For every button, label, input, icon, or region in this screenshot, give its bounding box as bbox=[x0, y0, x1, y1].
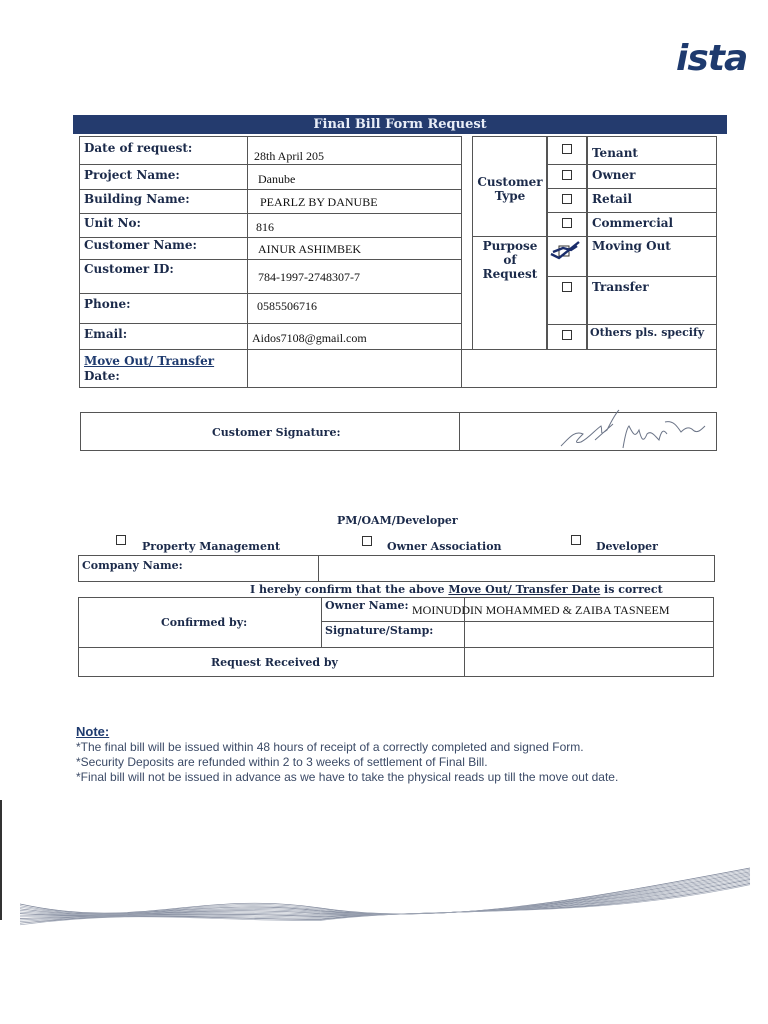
phone-label: Phone: bbox=[84, 297, 131, 311]
retail-checkbox[interactable] bbox=[562, 194, 572, 204]
date-of-request-value[interactable]: 28th April 205 bbox=[254, 149, 325, 163]
company-name-label: Company Name: bbox=[82, 559, 183, 572]
building-name-label: Building Name: bbox=[84, 192, 190, 206]
project-name-value[interactable]: Danube bbox=[258, 172, 296, 186]
unit-no-value[interactable]: 816 bbox=[256, 220, 274, 234]
owner-name-value[interactable]: MOINUDDIN MOHAMMED & ZAIBA TASNEEM bbox=[412, 603, 670, 617]
option-owner-association: Owner Association bbox=[387, 540, 502, 553]
note-title: Note: bbox=[76, 724, 110, 739]
option-commercial: Commercial bbox=[592, 216, 674, 230]
date-of-request-label: Date of request: bbox=[84, 141, 193, 155]
property-management-checkbox[interactable] bbox=[116, 535, 126, 545]
pm-title: PM/OAM/Developer bbox=[337, 514, 458, 527]
others-checkbox[interactable] bbox=[562, 330, 572, 340]
note-line-1: *The final bill will be issued within 48 hours of receipt of a correctly completed and signed Form. bbox=[76, 740, 584, 754]
customer-name-label: Customer Name: bbox=[84, 238, 197, 252]
transfer-checkbox[interactable] bbox=[562, 282, 572, 292]
option-transfer: Transfer bbox=[592, 280, 649, 294]
owner-association-checkbox[interactable] bbox=[362, 536, 372, 546]
option-developer: Developer bbox=[596, 540, 658, 553]
unit-no-label: Unit No: bbox=[84, 216, 141, 230]
building-name-value[interactable]: PEARLZ BY DANUBE bbox=[260, 195, 378, 209]
note-line-3: *Final bill will not be issued in advance as we have to take the physical reads up till the move out date. bbox=[76, 770, 619, 784]
move-out-date-field[interactable] bbox=[247, 349, 717, 388]
owner-name-label: Owner Name: bbox=[325, 599, 409, 612]
commercial-checkbox[interactable] bbox=[562, 218, 572, 228]
purpose-label: Purpose of Request bbox=[482, 239, 538, 281]
handwritten-signature[interactable] bbox=[555, 400, 715, 459]
option-moving-out: Moving Out bbox=[592, 239, 671, 253]
signature-icon bbox=[555, 400, 715, 455]
owner-checkbox[interactable] bbox=[562, 170, 572, 180]
move-out-transfer-label: Move Out/ Transfer bbox=[84, 354, 215, 368]
email-label: Email: bbox=[84, 327, 128, 341]
move-out-date-label: Date: bbox=[84, 369, 120, 383]
customer-signature-label: Customer Signature: bbox=[212, 426, 341, 439]
request-received-label: Request Received by bbox=[211, 656, 338, 669]
customer-type-label: Customer Type bbox=[477, 175, 543, 203]
note-line-2: *Security Deposits are refunded within 2 to 3 weeks of settlement of Final Bill. bbox=[76, 755, 488, 769]
check-mark-icon bbox=[549, 240, 583, 262]
phone-value[interactable]: 0585506716 bbox=[257, 299, 317, 313]
wave-line bbox=[20, 872, 750, 914]
option-others: Others pls. specify bbox=[590, 326, 705, 339]
confirmation-text: I hereby confirm that the above Move Out/ Transfer Date is correct bbox=[250, 583, 663, 596]
option-owner: Owner bbox=[592, 168, 636, 182]
moving-out-checkbox-checked[interactable] bbox=[549, 240, 583, 262]
form-title: Final Bill Form Request bbox=[73, 115, 727, 134]
option-property-management: Property Management bbox=[142, 540, 281, 553]
customer-name-value[interactable]: AINUR ASHIMBEK bbox=[258, 242, 362, 256]
wave-line bbox=[20, 873, 750, 914]
tenant-checkbox[interactable] bbox=[562, 144, 572, 154]
project-name-label: Project Name: bbox=[84, 168, 180, 182]
option-tenant: Tenant bbox=[592, 146, 638, 160]
wave-line bbox=[20, 885, 750, 925]
wave-graphic-icon bbox=[20, 860, 760, 950]
option-retail: Retail bbox=[592, 192, 633, 206]
decorative-wave bbox=[20, 860, 760, 954]
customer-id-label: Customer ID: bbox=[84, 262, 174, 276]
confirmed-by-label: Confirmed by: bbox=[161, 616, 248, 629]
email-value[interactable]: Aidos7108@gmail.com bbox=[252, 331, 367, 345]
customer-id-value[interactable]: 784-1997-2748307-7 bbox=[258, 270, 360, 284]
signature-stamp-label: Signature/Stamp: bbox=[325, 624, 434, 637]
developer-checkbox[interactable] bbox=[571, 535, 581, 545]
ista-logo: ista bbox=[676, 38, 748, 79]
